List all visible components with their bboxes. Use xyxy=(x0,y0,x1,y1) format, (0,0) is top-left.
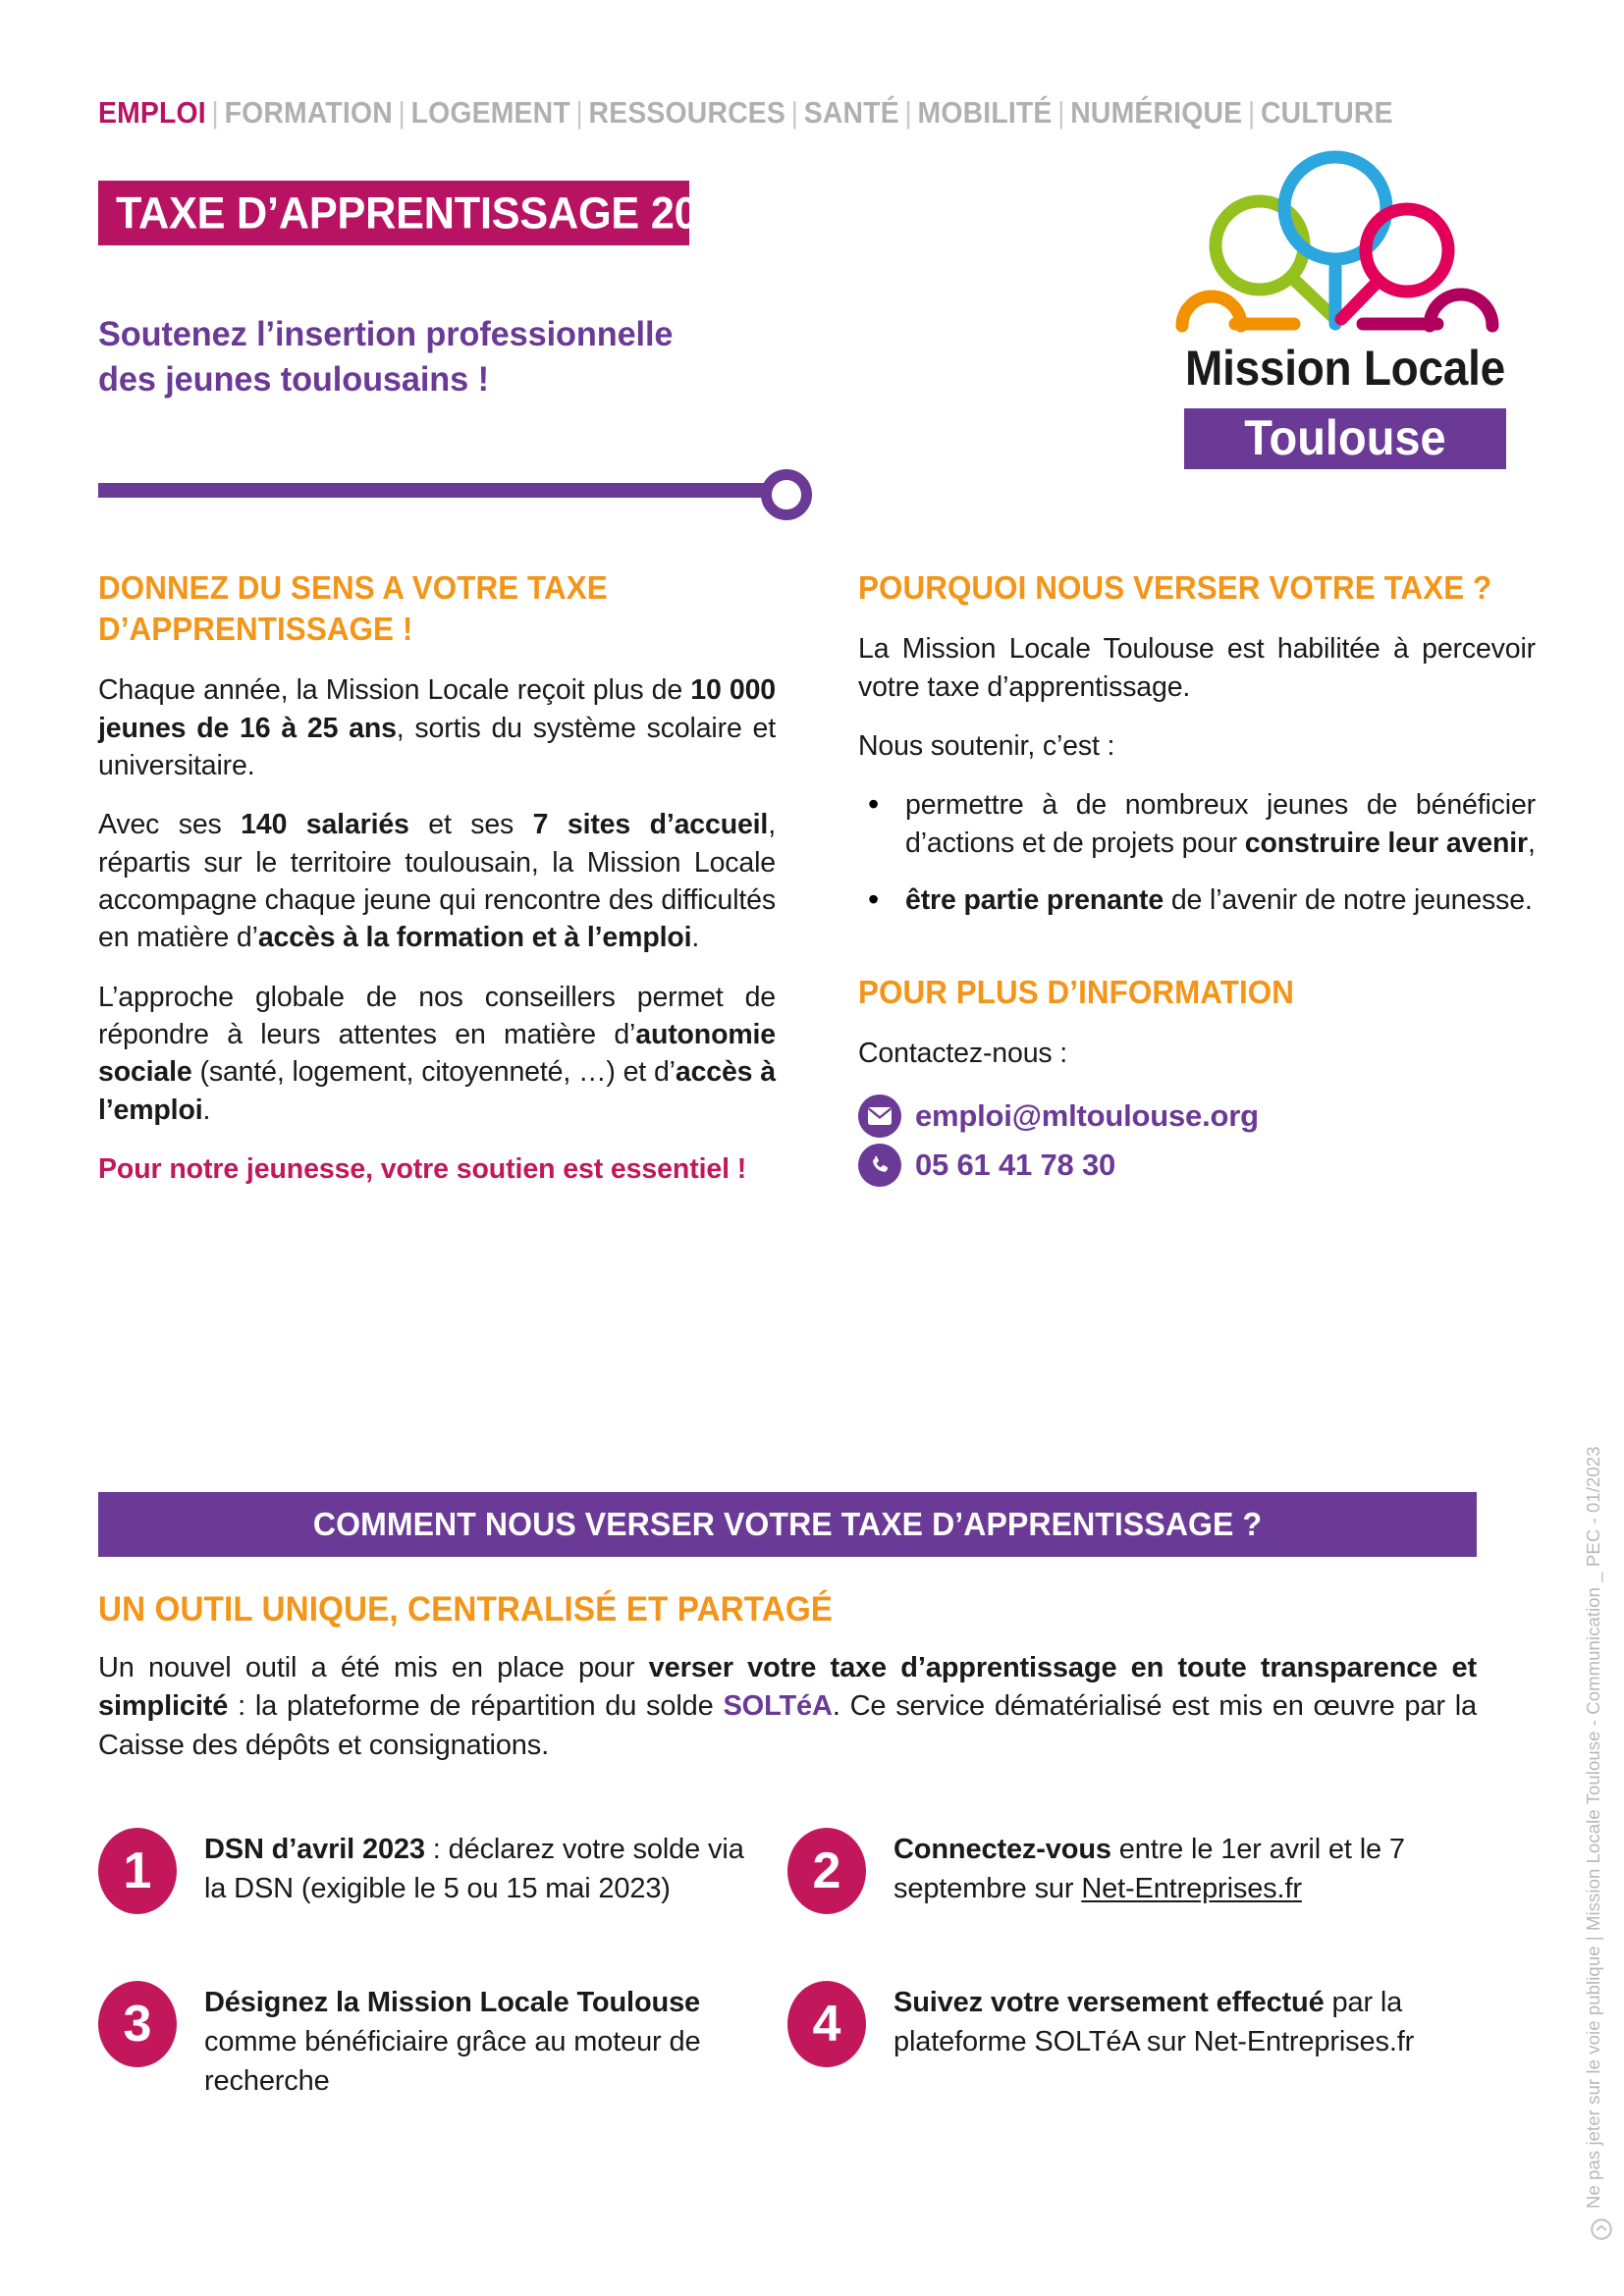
text-span: . Ce service dématérialisé est mis en œuvre par la Caisse des dépôts et consignations. xyxy=(98,1690,1477,1761)
right-paragraph-1: La Mission Locale Toulouse est habilitée à percevoir votre taxe d’apprentissage. xyxy=(858,633,1536,703)
text-bold: Suivez votre versement effectué xyxy=(893,1987,1325,2018)
text-bold: Connectez-vous xyxy=(893,1834,1111,1865)
text-span: . xyxy=(691,922,700,954)
text-bold: 7 sites d’accueil xyxy=(532,809,769,841)
contact-phone[interactable]: 05 61 41 78 30 xyxy=(915,1147,1116,1182)
list-item xyxy=(858,786,1536,862)
topbar-item-numrique[interactable]: NUMÉRIQUE xyxy=(1070,96,1243,130)
recycle-icon xyxy=(1589,2216,1614,2242)
left-paragraph-1 xyxy=(98,671,776,784)
left-section-heading: DONNEZ DU SENS A VOTRE TAXE D’APPRENTISSAGE ! xyxy=(98,569,608,648)
step-number-badge: 1 xyxy=(98,1828,177,1914)
text-bold: autonomie sociale xyxy=(98,1019,776,1089)
how-to-pay-banner-text: COMMENT NOUS VERSER VOTRE TAXE D’APPRENTISSAGE ? xyxy=(312,1505,1263,1542)
steps-row-1 xyxy=(98,1826,1477,1914)
left-pink-note: Pour notre jeunesse, votre soutien est essentiel ! xyxy=(98,1153,747,1186)
list-item xyxy=(858,881,1536,919)
topbar-separator: | xyxy=(790,96,799,130)
topbar-item-formation[interactable]: FORMATION xyxy=(224,96,393,130)
text-span: et ses xyxy=(408,809,533,841)
legal-sidebar xyxy=(1585,1109,1624,2248)
text-bold: 140 salariés xyxy=(241,809,409,841)
step-4 xyxy=(787,1979,1477,2101)
page-title-band xyxy=(98,181,745,245)
mission-locale-logo xyxy=(1149,147,1542,501)
step-number-badge: 3 xyxy=(98,1981,177,2067)
text-span: : déclarez votre solde via la DSN (exigible le 5 ou 15 mai 2023) xyxy=(204,1834,744,1905)
text-bold: DSN d’avril 2023 xyxy=(204,1834,425,1865)
topbar-separator: | xyxy=(904,96,912,130)
logo-city: Toulouse xyxy=(1244,410,1446,465)
logo-name: Mission Locale xyxy=(1185,341,1505,396)
text-bold: accès à l’emploi xyxy=(98,1056,776,1126)
text-span: entre le 1er avril et le 7 septembre sur xyxy=(893,1834,1405,1905)
topbar-separator: | xyxy=(575,96,583,130)
topbar-keyword-list xyxy=(98,96,1435,131)
topbar-item-ressources[interactable]: RESSOURCES xyxy=(588,96,786,130)
text-bold: accès à la formation et à l’emploi xyxy=(257,922,692,954)
logo-city-box xyxy=(1184,408,1506,469)
right-paragraph-2: Nous soutenir, c’est : xyxy=(858,729,1115,762)
contact-email-row[interactable] xyxy=(858,1095,1536,1138)
step-number-badge: 2 xyxy=(787,1828,866,1914)
topbar-item-culture[interactable]: CULTURE xyxy=(1260,96,1393,130)
text-span: (santé, logement, citoyenneté, …) et d’ xyxy=(191,1056,676,1089)
topbar-item-sant[interactable]: SANTÉ xyxy=(803,96,899,130)
how-to-pay-banner xyxy=(98,1492,1477,1557)
left-paragraph-2 xyxy=(98,806,776,956)
steps-row-2 xyxy=(98,1979,1477,2101)
page-title: TAXE D’APPRENTISSAGE 2023 xyxy=(116,187,745,239)
topbar-item-emploi[interactable]: EMPLOI xyxy=(98,96,206,130)
text-span: de l’avenir de notre jeunesse. xyxy=(1164,883,1533,916)
right-section-heading: POURQUOI NOUS VERSER VOTRE TAXE ? xyxy=(858,569,1492,606)
contact-intro: Contactez-nous : xyxy=(858,1038,1068,1070)
page-subtitle xyxy=(98,312,714,402)
email-icon xyxy=(858,1095,901,1138)
text-span: , répartis sur le territoire toulousain, la Mission Locale accompagne chaque jeune qui rencontre des difficultés en matière d’ xyxy=(98,809,776,954)
text-span: , xyxy=(1527,827,1536,859)
step-text xyxy=(204,1979,752,2101)
right-column xyxy=(858,567,1536,1193)
text-span: Un nouvel outil a été mis en place pour xyxy=(98,1652,649,1683)
text-span: : la plateforme de répartition du solde xyxy=(228,1690,724,1723)
topbar-item-logement[interactable]: LOGEMENT xyxy=(410,96,570,130)
text-bold: construire leur avenir xyxy=(1244,827,1528,859)
text-span: comme bénéficiaire grâce au moteur de recherche xyxy=(204,2026,701,2098)
tool-heading: UN OUTIL UNIQUE, CENTRALISÉ ET PARTAGÉ xyxy=(98,1590,834,1629)
text-span: L’approche globale de nos conseillers permet de répondre à leurs attentes en matière d’ xyxy=(98,981,776,1051)
left-paragraph-3 xyxy=(98,979,776,1129)
text-span: , sortis du système scolaire et universitaire. xyxy=(98,712,776,782)
text-bold: Désignez la Mission Locale Toulouse xyxy=(204,1987,701,2018)
text-bold: être partie prenante xyxy=(905,883,1164,916)
text-bold: 10 000 jeunes de 16 à 25 ans xyxy=(98,674,776,744)
soltea-label: SOLTéA xyxy=(723,1690,833,1723)
steps-grid xyxy=(98,1826,1477,2165)
topbar-separator: | xyxy=(1057,96,1065,130)
text-span: . xyxy=(202,1094,211,1126)
phone-icon xyxy=(858,1144,901,1187)
slider-decoration xyxy=(98,469,805,510)
text-span: Chaque année, la Mission Locale reçoit plus de xyxy=(98,674,691,707)
step-3 xyxy=(98,1979,787,2101)
slider-bar xyxy=(98,483,766,498)
step-1 xyxy=(98,1826,787,1914)
text-span: Avec ses xyxy=(98,809,242,841)
step-number-badge: 4 xyxy=(787,1981,866,2067)
tool-paragraph xyxy=(98,1649,1477,1765)
topbar-separator: | xyxy=(1247,96,1256,130)
net-entreprises-link[interactable]: Net-Entreprises.fr xyxy=(1081,1873,1302,1905)
slider-knob-icon xyxy=(761,469,812,520)
more-info-heading: POUR PLUS D’INFORMATION xyxy=(858,974,1294,1011)
step-text xyxy=(893,1979,1441,2061)
step-text xyxy=(204,1826,752,1908)
legal-vertical-text: Ne pas jeter sur le voie publique | Mission Locale Toulouse - Communication _ PEC - 01/2023 xyxy=(1583,1446,1603,2209)
topbar-item-mobilit[interactable]: MOBILITÉ xyxy=(917,96,1053,130)
text-bold: verser votre taxe d’apprentissage en toute transparence et simplicité xyxy=(98,1652,1477,1723)
left-column xyxy=(98,567,776,1188)
step-text xyxy=(893,1826,1441,1908)
benefit-bullet-list xyxy=(858,786,1536,919)
page-subtitle-line1: Soutenez l’insertion professionnelle xyxy=(98,315,674,353)
text-span: permettre à de nombreux jeunes de bénéficier d’actions et de projets pour xyxy=(905,789,1536,859)
page-subtitle-line2: des jeunes toulousains ! xyxy=(98,360,489,400)
contact-email[interactable]: emploi@mltoulouse.org xyxy=(915,1097,1259,1133)
text-span: par la plateforme SOLTéA sur Net-Entreprises.fr xyxy=(893,1987,1415,2058)
contact-phone-row[interactable] xyxy=(858,1144,1536,1187)
step-2 xyxy=(787,1826,1477,1914)
logo-people-marks-icon xyxy=(1166,147,1500,334)
topbar-separator: | xyxy=(398,96,406,130)
topbar-separator: | xyxy=(211,96,219,130)
